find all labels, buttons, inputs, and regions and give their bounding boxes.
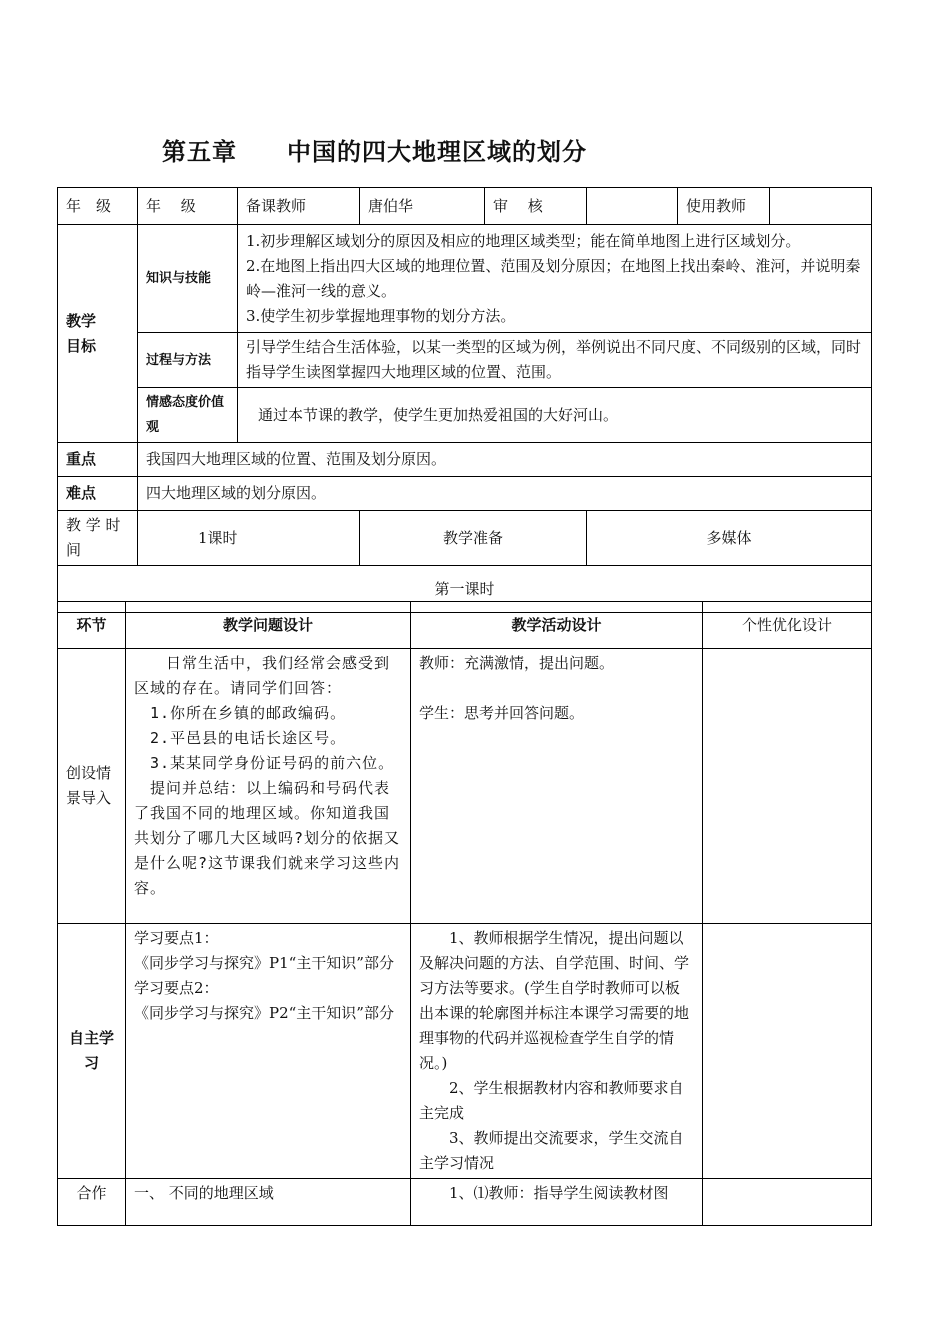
- table-row: [58, 1179, 872, 1226]
- question-cell: [126, 649, 411, 924]
- question-line: 1.你所在乡镇的邮政编码。: [134, 704, 347, 722]
- stage-cell: 创设情景导入: [58, 649, 126, 924]
- emotion-label: 情感态度价值观: [138, 388, 238, 443]
- user-teacher-value: [770, 188, 872, 225]
- prep-value: 多媒体: [587, 511, 872, 566]
- process-content: 引导学生结合生活体验，以某一类型的区域为例，举例说出不同尺度、不同级别的区域，同时指导学生读图掌握四大地理区域的位置、范围。: [238, 333, 872, 388]
- column-optimize: 个性优化设计: [703, 602, 872, 649]
- difficult-point-label: 难点: [58, 477, 138, 511]
- question-line: 3.某某同学身份证号码的前六位。: [134, 754, 395, 772]
- activity-line: [419, 676, 694, 701]
- activity-cell: [411, 924, 703, 1179]
- activity-cell: [411, 1179, 703, 1226]
- knowledge-line: 2.在地图上指出四大区域的地理位置、范围及划分原因；在地图上找出秦岭、淮河，并说明秦岭—淮河一线的意义。: [246, 256, 861, 300]
- page-title: 第五章 中国的四大地理区域的划分: [162, 138, 587, 166]
- activity-line: 1、⑴教师：指导学生阅读教材图: [419, 1184, 669, 1202]
- activity-line: 1、教师根据学生情况，提出问题以及解决问题的方法、自学范围、时间、学习方法等要求。(学生自学时教师可以板出本课的轮廓图并标注本课学习需要的地理事物的代码并巡视检查学生自学的情况。): [419, 929, 690, 1072]
- question-line: 提问并总结：以上编码和号码代表了我国不同的地理区域。你知道我国共划分了哪几大区域吗?划分的依据又是什么呢?这节课我们就来学习这些内容。: [134, 779, 401, 897]
- stage-cell: 自主学习: [58, 924, 126, 1179]
- emotion-content: 通过本节课的教学，使学生更加热爱祖国的大好河山。: [238, 388, 872, 443]
- key-point-text: 我国四大地理区域的位置、范围及划分原因。: [138, 443, 872, 477]
- question-line: 《同步学习与探究》P2“主干知识”部分: [134, 1004, 394, 1022]
- activity-line: 2、学生根据教材内容和教师要求自主完成: [419, 1079, 684, 1122]
- objectives-label: 教学 目标: [58, 225, 138, 443]
- prep-label: 教学准备: [360, 511, 587, 566]
- prep-teacher-value: 唐伯华: [360, 188, 485, 225]
- question-cell: [126, 1179, 411, 1226]
- question-line: 一、 不同的地理区域: [134, 1184, 274, 1202]
- optimize-cell: [703, 924, 872, 1179]
- difficult-point-text: 四大地理区域的划分原因。: [138, 477, 872, 511]
- prep-teacher-label: 备课教师: [238, 188, 360, 225]
- review-label: 审 核: [485, 188, 587, 225]
- user-teacher-label: 使用教师: [678, 188, 770, 225]
- activity-cell: [411, 649, 703, 924]
- column-activity: 教学活动设计: [411, 602, 703, 649]
- lesson-label: 第一课时: [58, 566, 872, 613]
- optimize-cell: [703, 649, 872, 924]
- column-question: 教学问题设计: [126, 602, 411, 649]
- stage-cell: 合作: [58, 1179, 126, 1226]
- optimize-cell: [703, 1179, 872, 1226]
- question-line: 2.平邑县的电话长途区号。: [134, 729, 347, 747]
- question-line: 学习要点1：: [134, 929, 219, 947]
- activity-line: 教师：充满激情，提出问题。: [419, 654, 615, 672]
- key-point-label: 重点: [58, 443, 138, 477]
- review-value: [587, 188, 678, 225]
- lesson-process-table: [57, 601, 872, 1226]
- grade-value: 年 级: [138, 188, 238, 225]
- table-row: [58, 924, 872, 1179]
- lesson-info-table: [57, 187, 872, 613]
- activity-line: 学生：思考并回答问题。: [419, 704, 585, 722]
- question-line: 《同步学习与探究》P1“主干知识”部分: [134, 954, 394, 972]
- knowledge-line: 1.初步理解区域划分的原因及相应的地理区域类型；能在简单地图上进行区域划分。: [246, 231, 801, 250]
- activity-line: 3、教师提出交流要求，学生交流自主学习情况: [419, 1129, 684, 1172]
- table-row: [58, 649, 872, 924]
- knowledge-content: [238, 225, 872, 333]
- question-cell: [126, 924, 411, 1179]
- knowledge-line: 3.使学生初步掌握地理事物的划分方法。: [246, 306, 516, 325]
- time-label: 教 学 时 间: [58, 511, 138, 566]
- question-line: 日常生活中，我们经常会感受到区域的存在。请同学们回答：: [134, 654, 391, 697]
- question-line: 学习要点2：: [134, 979, 219, 997]
- time-value: 1课时: [138, 511, 360, 566]
- column-stage: 环节: [58, 602, 126, 649]
- grade-label: 年 级: [58, 188, 138, 225]
- process-label: 过程与方法: [138, 333, 238, 388]
- knowledge-label: 知识与技能: [138, 225, 238, 333]
